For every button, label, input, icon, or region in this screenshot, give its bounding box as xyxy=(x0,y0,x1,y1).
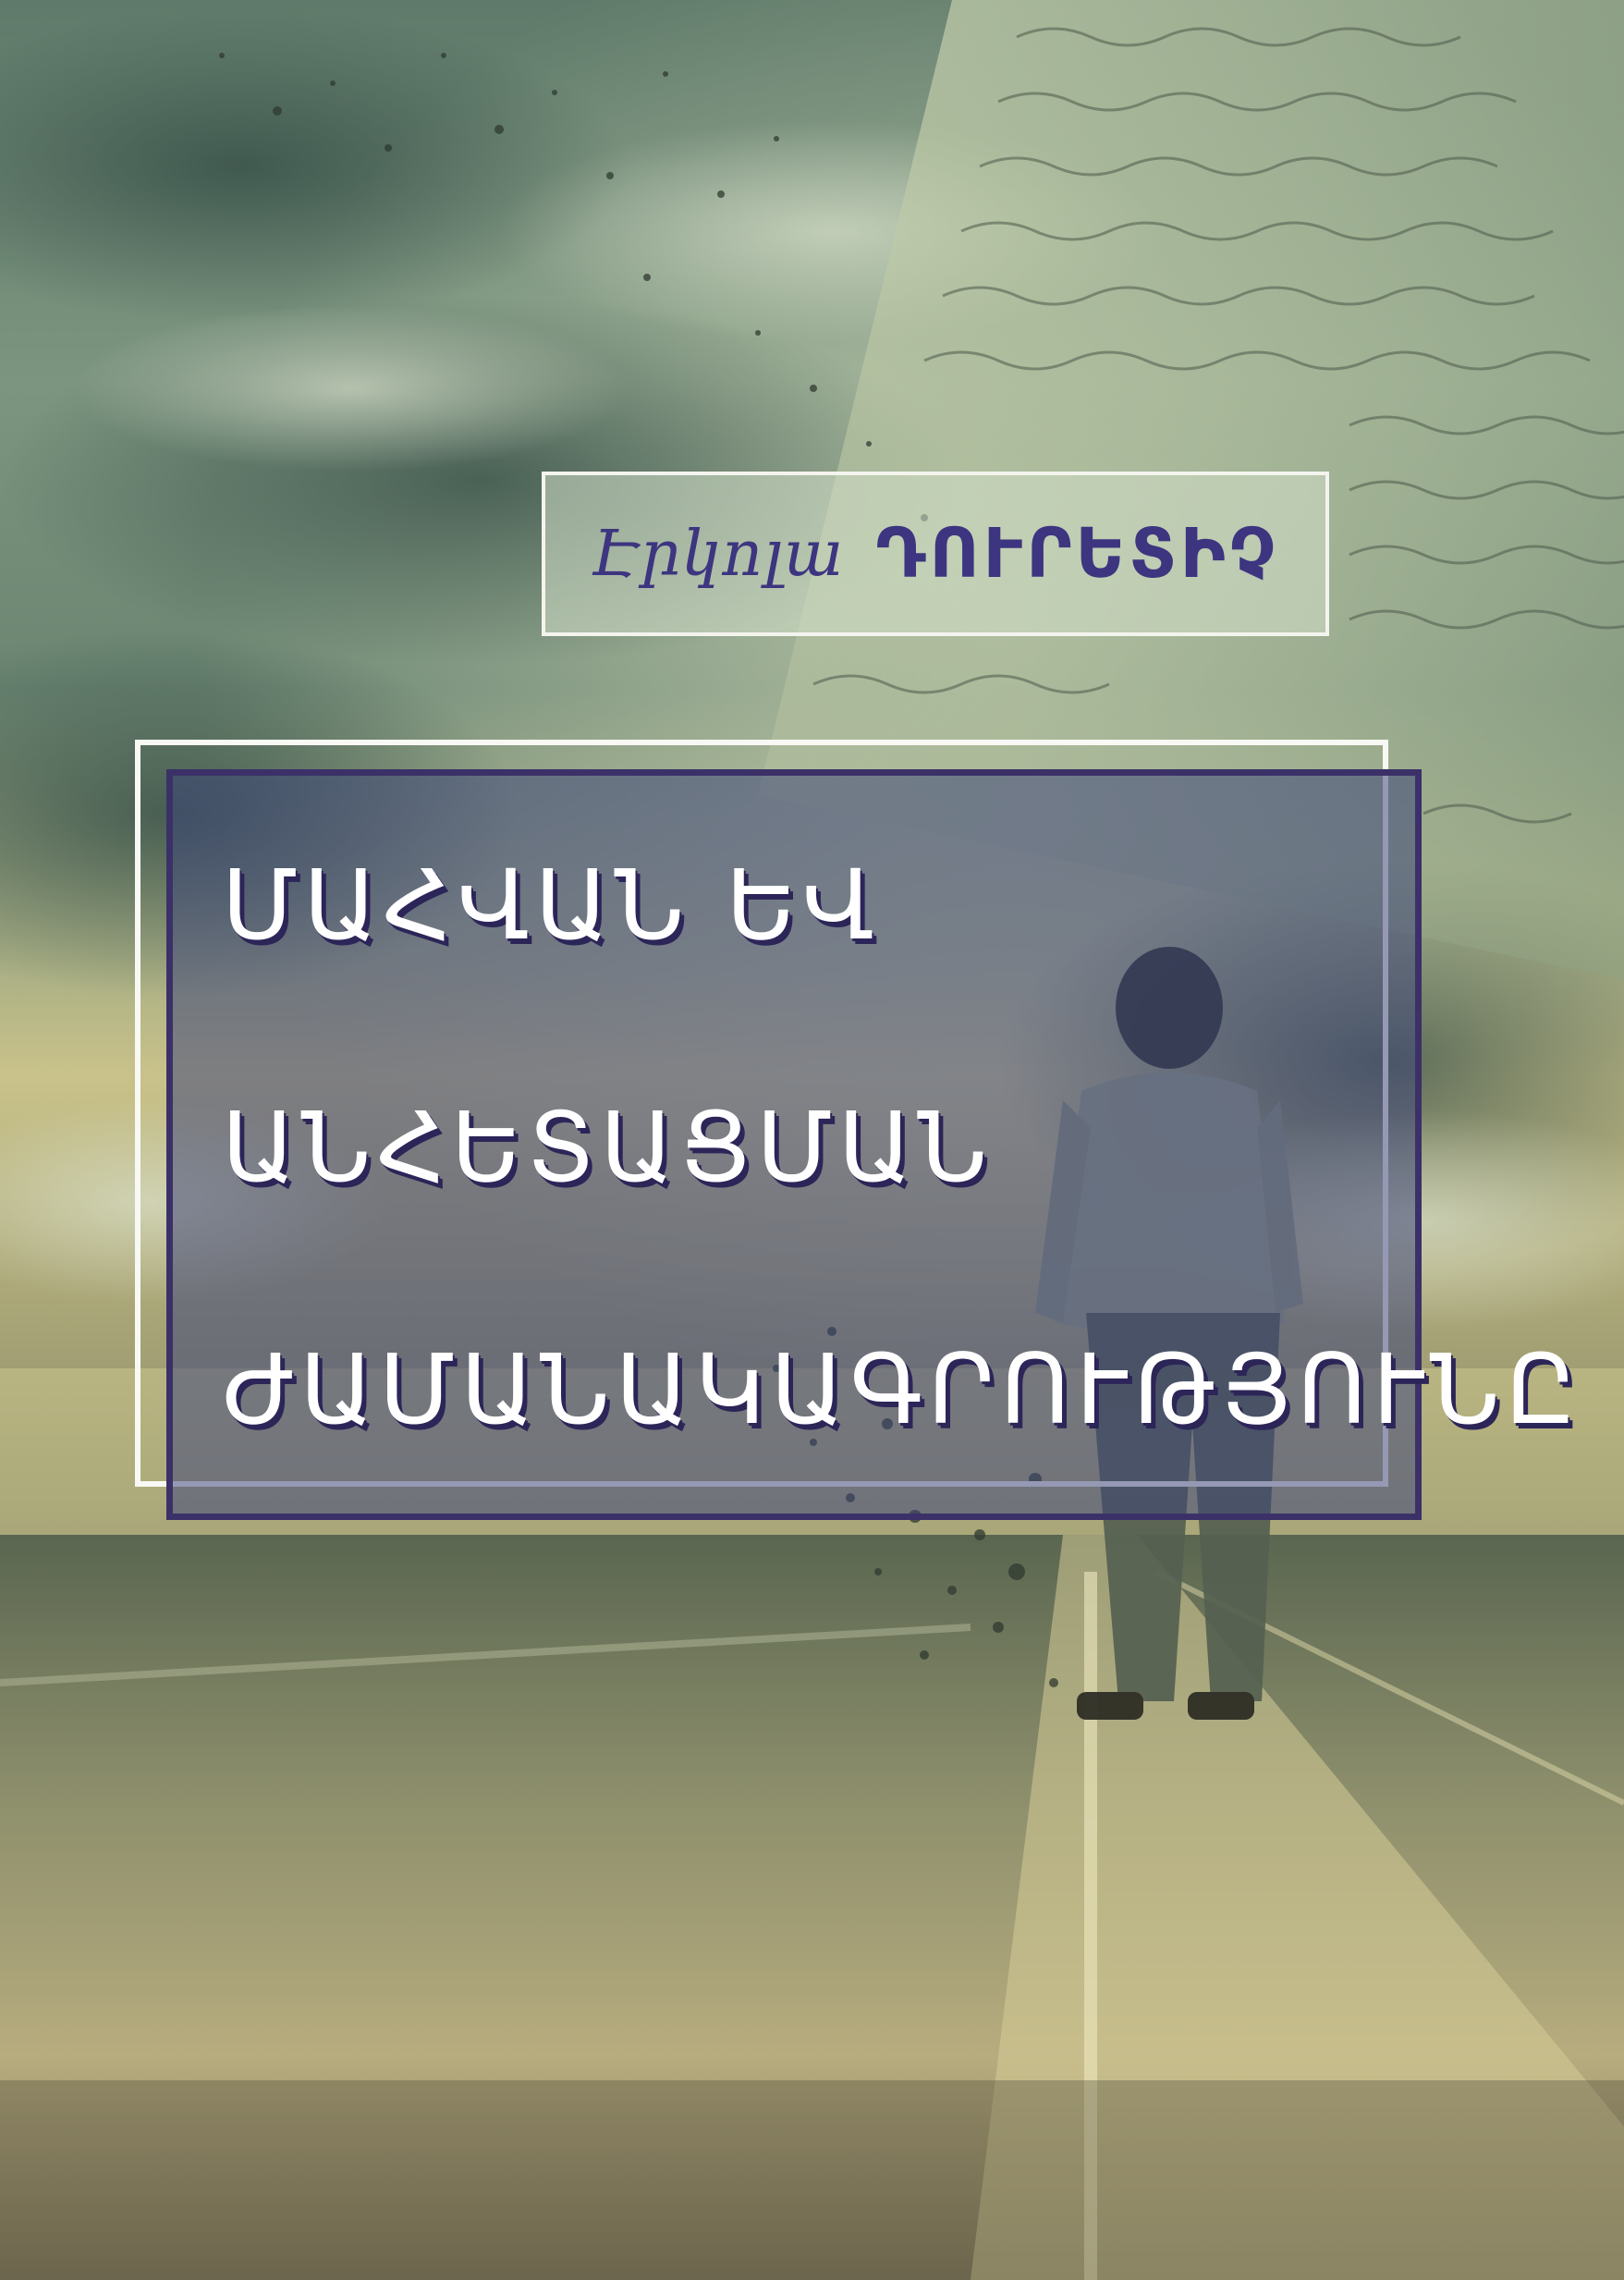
author-first-name: Էրկոլա xyxy=(591,517,845,591)
book-title-line-3: ԺԱՄԱՆԱԿԱԳՐՈՒԹՅՈՒՆԸ xyxy=(222,1333,1581,1446)
book-title-line-1: ՄԱՀՎԱՆ ԵՎ xyxy=(222,849,880,962)
author-last-name: ԴՈՒՐԵՏԻՉ xyxy=(875,514,1280,594)
author-name-box xyxy=(542,472,1329,636)
book-title-line-2: ԱՆՀԵՏԱՑՄԱՆ xyxy=(222,1091,994,1204)
